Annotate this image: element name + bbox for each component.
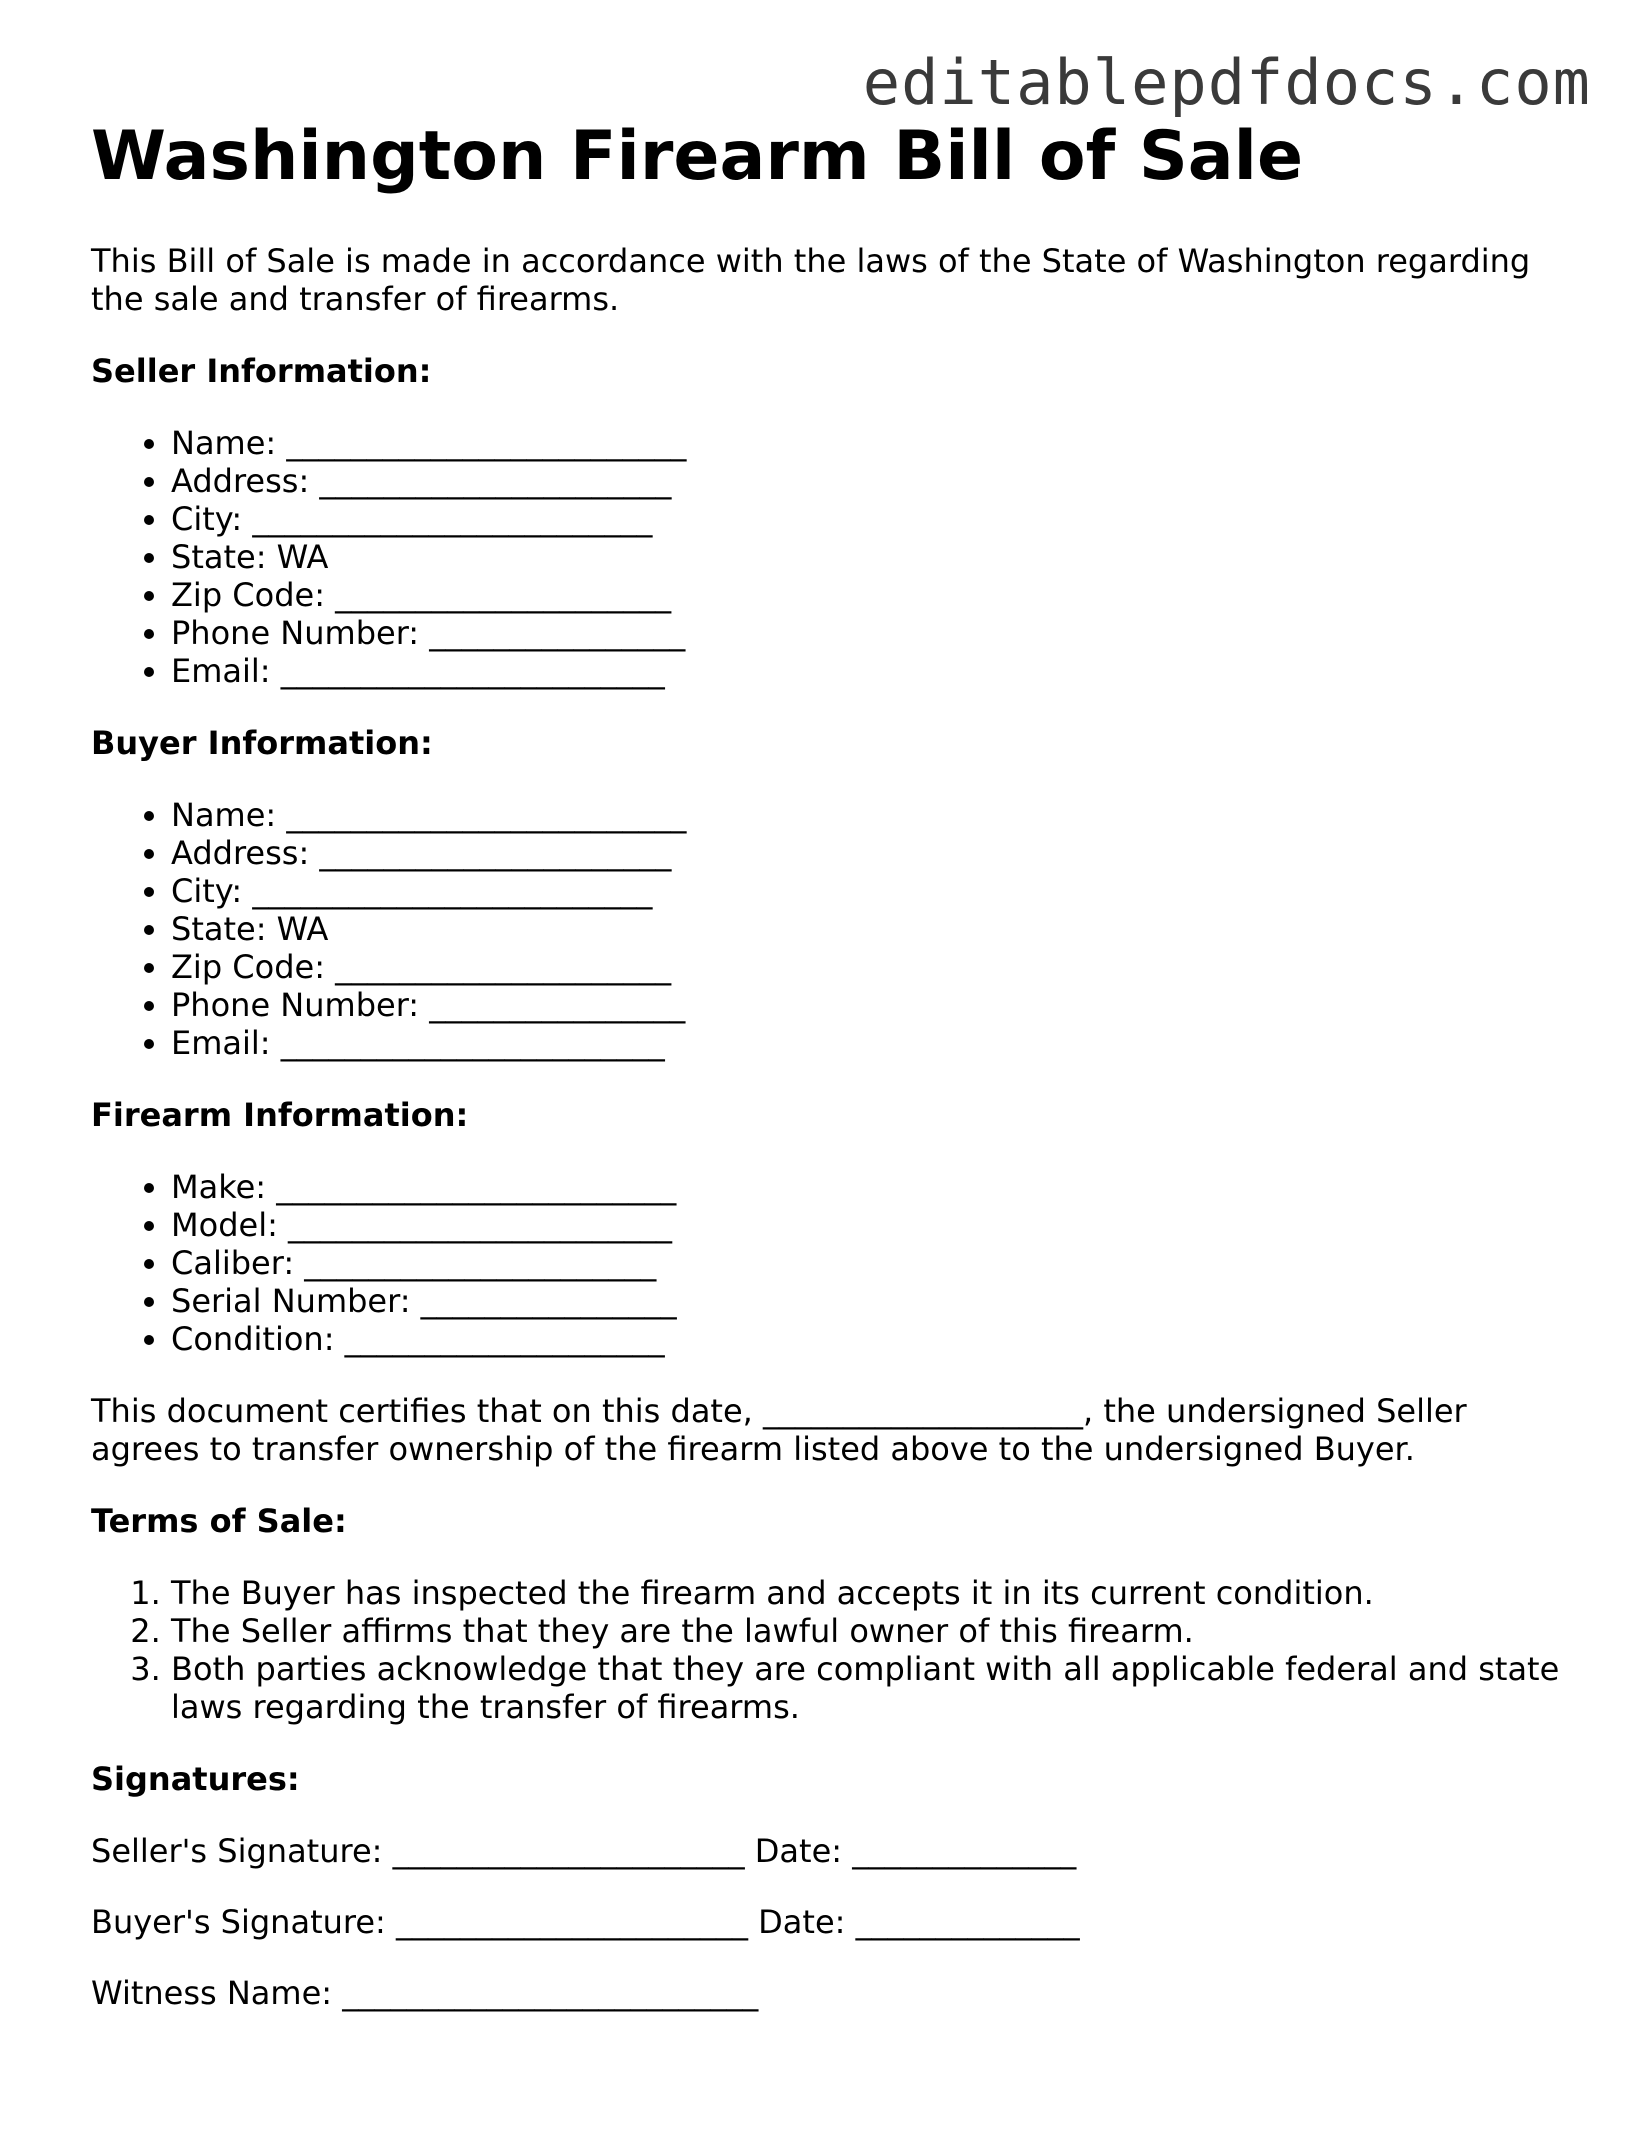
seller-phone-field[interactable]: • Phone Number: ________________ — [171, 614, 1571, 652]
document-title: Washington Firearm Bill of Sale — [91, 117, 1304, 196]
buyer-signature-line[interactable]: Buyer's Signature: ______________________ Date: ______________ — [91, 1903, 1080, 1942]
intro-paragraph: This Bill of Sale is made in accordance with the laws of the State of Washington regarding the sale and transfer of firearms. — [91, 242, 1531, 319]
seller-list — [91, 424, 1571, 690]
document-page — [91, 118, 1571, 2045]
firearm-make-field[interactable]: • Make: _________________________ — [171, 1168, 1571, 1206]
buyer-email-field[interactable]: • Email: ________________________ — [171, 1024, 1571, 1062]
terms-list — [91, 1574, 1571, 1726]
signatures-heading: Signatures: — [91, 1760, 300, 1799]
buyer-name-field[interactable]: • Name: _________________________ — [171, 796, 1571, 834]
witness-name-line[interactable]: Witness Name: __________________________ — [91, 1974, 759, 2013]
firearm-model-field[interactable]: • Model: ________________________ — [171, 1206, 1571, 1244]
buyer-zip-field[interactable]: • Zip Code: _____________________ — [171, 948, 1571, 986]
firearm-list — [91, 1168, 1571, 1358]
term-item: 1. The Buyer has inspected the firearm and accepts it in its current condition. — [171, 1574, 1571, 1612]
buyer-phone-field[interactable]: • Phone Number: ________________ — [171, 986, 1571, 1024]
firearm-caliber-field[interactable]: • Caliber: ______________________ — [171, 1244, 1571, 1282]
seller-state: • State: WA — [171, 538, 1571, 576]
seller-heading: Seller Information: — [91, 352, 432, 391]
terms-heading: Terms of Sale: — [91, 1502, 347, 1541]
watermark: editablepdfdocs.com — [862, 46, 1591, 119]
buyer-address-field[interactable]: • Address: ______________________ — [171, 834, 1571, 872]
firearm-condition-field[interactable]: • Condition: ____________________ — [171, 1320, 1571, 1358]
seller-zip-field[interactable]: • Zip Code: _____________________ — [171, 576, 1571, 614]
seller-signature-line[interactable]: Seller's Signature: ______________________ Date: ______________ — [91, 1832, 1077, 1871]
firearm-serial-field[interactable]: • Serial Number: ________________ — [171, 1282, 1571, 1320]
term-item: 2. The Seller affirms that they are the lawful owner of this firearm. — [171, 1612, 1571, 1650]
certification-paragraph[interactable]: This document certifies that on this date, ____________________, the undersigned Seller agrees to transfer ownership of the firearm listed above to the undersigned Buyer. — [91, 1392, 1467, 1469]
seller-address-field[interactable]: • Address: ______________________ — [171, 462, 1571, 500]
seller-name-field[interactable]: • Name: _________________________ — [171, 424, 1571, 462]
firearm-heading: Firearm Information: — [91, 1096, 469, 1135]
term-item: 3. Both parties acknowledge that they are compliant with all applicable federal and state laws regarding the transfer of firearms. — [171, 1650, 1571, 1726]
seller-email-field[interactable]: • Email: ________________________ — [171, 652, 1571, 690]
buyer-city-field[interactable]: • City: _________________________ — [171, 872, 1571, 910]
buyer-heading: Buyer Information: — [91, 724, 433, 763]
buyer-state: • State: WA — [171, 910, 1571, 948]
seller-city-field[interactable]: • City: _________________________ — [171, 500, 1571, 538]
buyer-list — [91, 796, 1571, 1062]
